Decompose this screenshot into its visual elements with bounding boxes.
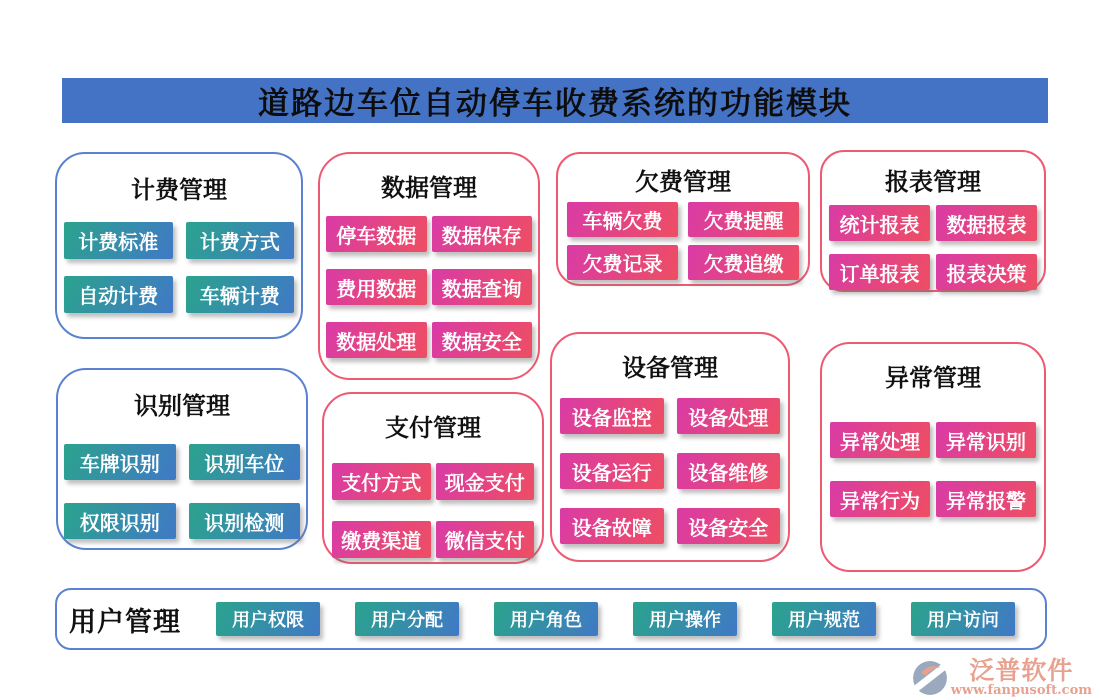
auto-billing-button[interactable]: 自动计费 xyxy=(64,276,173,313)
device-monitor-button[interactable]: 设备监控 xyxy=(560,398,664,434)
module-box-user xyxy=(55,588,1047,650)
arrears-remind-button[interactable]: 欠费提醒 xyxy=(688,202,799,237)
pay-channel-button[interactable]: 缴费渠道 xyxy=(332,521,431,558)
arrears-record-button[interactable]: 欠费记录 xyxy=(567,245,678,280)
button-grid xyxy=(560,398,780,544)
footer-logo-text xyxy=(951,658,1092,698)
exception-behavior-button[interactable]: 异常行为 xyxy=(830,481,930,517)
vehicle-arrears-button[interactable]: 车辆欠费 xyxy=(567,202,678,237)
button-grid xyxy=(567,202,799,280)
module-box-data xyxy=(318,152,540,380)
device-security-button[interactable]: 设备安全 xyxy=(677,508,781,544)
report-decision-button[interactable]: 报表决策 xyxy=(936,254,1037,290)
arrears-recover-button[interactable]: 欠费追缴 xyxy=(688,245,799,280)
exception-handle-button[interactable]: 异常处理 xyxy=(830,422,930,458)
user-access-button[interactable]: 用户访问 xyxy=(911,602,1015,636)
device-fault-button[interactable]: 设备故障 xyxy=(560,508,664,544)
wechat-pay-button[interactable]: 微信支付 xyxy=(436,521,535,558)
data-query-button[interactable]: 数据查询 xyxy=(432,269,533,305)
user-operation-button[interactable]: 用户操作 xyxy=(633,602,737,636)
data-process-button[interactable]: 数据处理 xyxy=(326,322,427,358)
module-box-billing xyxy=(55,152,303,339)
fee-data-button[interactable]: 费用数据 xyxy=(326,269,427,305)
device-handle-button[interactable]: 设备处理 xyxy=(677,398,781,434)
button-grid xyxy=(332,463,534,558)
module-box-device xyxy=(550,332,790,562)
exception-alarm-button[interactable]: 异常报警 xyxy=(936,481,1036,517)
module-title: 设备管理 xyxy=(622,353,718,382)
data-security-button[interactable]: 数据安全 xyxy=(432,322,533,358)
module-box-payment xyxy=(322,392,544,564)
user-assign-button[interactable]: 用户分配 xyxy=(355,602,459,636)
billing-method-button[interactable]: 计费方式 xyxy=(186,222,295,259)
device-run-button[interactable]: 设备运行 xyxy=(560,453,664,489)
data-save-button[interactable]: 数据保存 xyxy=(432,216,533,252)
exception-recognize-button[interactable]: 异常识别 xyxy=(936,422,1036,458)
button-grid xyxy=(830,422,1036,517)
module-title: 支付管理 xyxy=(385,413,481,442)
module-title: 数据管理 xyxy=(381,173,477,202)
pay-method-button[interactable]: 支付方式 xyxy=(332,463,431,500)
vehicle-billing-button[interactable]: 车辆计费 xyxy=(186,276,295,313)
cash-pay-button[interactable]: 现金支付 xyxy=(436,463,535,500)
button-grid xyxy=(326,216,532,358)
user-permission-button[interactable]: 用户权限 xyxy=(216,602,320,636)
permission-recognition-button[interactable]: 权限识别 xyxy=(64,503,176,539)
order-report-button[interactable]: 订单报表 xyxy=(829,254,930,290)
page-title-banner xyxy=(62,78,1048,123)
module-title: 欠费管理 xyxy=(635,167,731,196)
module-box-exception xyxy=(820,342,1046,572)
device-repair-button[interactable]: 设备维修 xyxy=(677,453,781,489)
footer-logo xyxy=(912,658,1092,698)
data-report-button[interactable]: 数据报表 xyxy=(936,205,1037,241)
user-role-button[interactable]: 用户角色 xyxy=(494,602,598,636)
module-title: 报表管理 xyxy=(885,167,981,196)
billing-standard-button[interactable]: 计费标准 xyxy=(64,222,173,259)
recognition-check-button[interactable]: 识别检测 xyxy=(189,503,301,539)
module-title: 异常管理 xyxy=(885,363,981,392)
parking-data-button[interactable]: 停车数据 xyxy=(326,216,427,252)
module-title: 计费管理 xyxy=(131,175,227,204)
module-box-report xyxy=(820,150,1046,292)
brand-site: www.fanpusoft.com xyxy=(950,683,1092,699)
plate-recognition-button[interactable]: 车牌识别 xyxy=(64,444,176,480)
space-recognition-button[interactable]: 识别车位 xyxy=(189,444,301,480)
fanpu-logo-icon xyxy=(912,660,948,696)
brand-name: 泛普软件 xyxy=(969,656,1074,686)
button-grid xyxy=(64,222,294,313)
stat-report-button[interactable]: 统计报表 xyxy=(829,205,930,241)
button-grid xyxy=(64,444,300,539)
module-title: 用户管理 xyxy=(69,606,181,638)
user-standard-button[interactable]: 用户规范 xyxy=(772,602,876,636)
module-box-arrears xyxy=(556,152,810,286)
module-title: 识别管理 xyxy=(134,391,230,420)
page-title: 道路边车位自动停车收费系统的功能模块 xyxy=(258,86,852,122)
module-box-recognition xyxy=(56,368,308,550)
button-grid xyxy=(829,205,1037,290)
